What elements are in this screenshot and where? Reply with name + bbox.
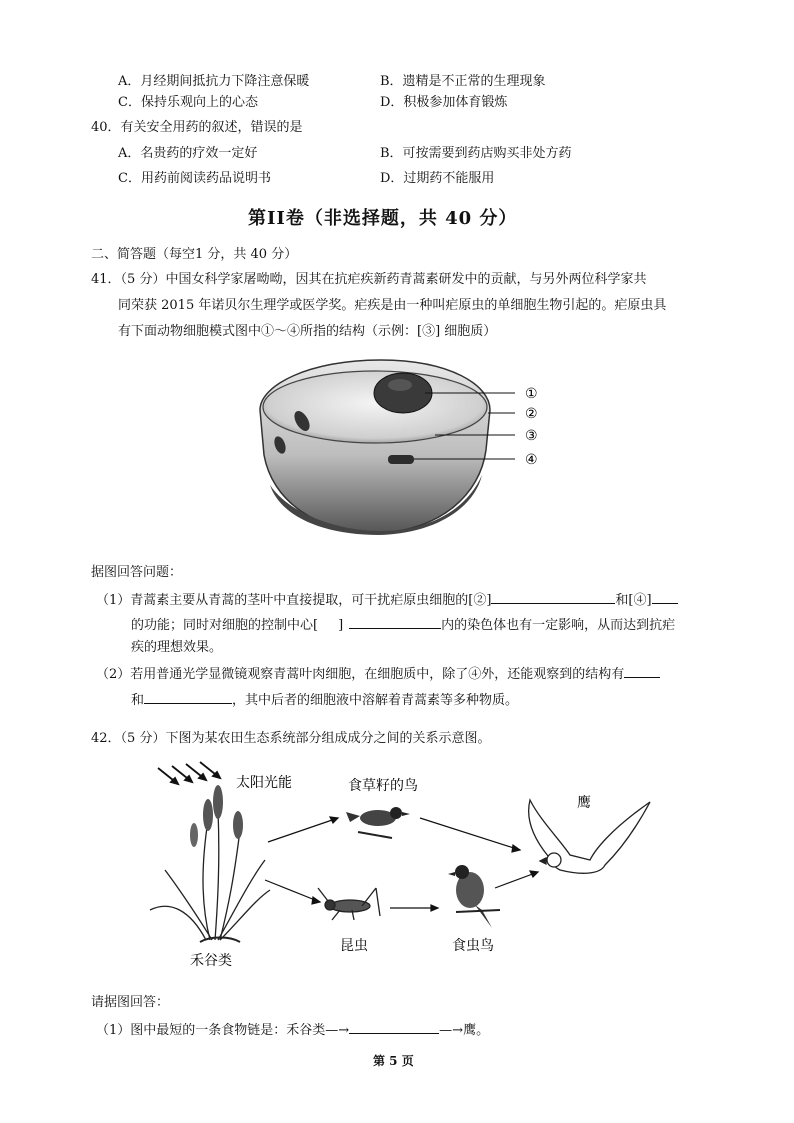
nucleus	[374, 373, 432, 413]
insect-bird-icon	[448, 865, 500, 928]
q40-option-b: B．可按需要到药店购买非处方药	[380, 146, 572, 161]
insect-bird-label: 食虫鸟	[452, 938, 494, 954]
cell-label-4: ④	[525, 452, 538, 468]
cell-top-surface	[263, 371, 487, 443]
q39-option-b: B．遗精是不正常的生理现象	[380, 74, 546, 89]
grain-head-4	[190, 823, 198, 847]
arrow-grain-to-insect	[265, 880, 320, 902]
arrow-head-1	[330, 817, 338, 823]
q41-sub1-row1	[96, 589, 678, 611]
q40-option-a: A．名贵药的疗效一定好	[118, 146, 258, 161]
q41-blank-2[interactable]	[652, 589, 678, 604]
q40-option-c: C．用药前阅读药品说明书	[118, 171, 271, 186]
organelle-four	[388, 455, 414, 464]
cell-label-3: ③	[525, 428, 538, 444]
q42-blank-1[interactable]	[349, 1019, 439, 1034]
food-web-diagram	[140, 760, 670, 975]
page-footer: 第 5 页	[373, 1054, 414, 1068]
grain-head-2	[213, 785, 223, 819]
arrow-head-5	[530, 871, 538, 877]
sun-label: 太阳光能	[236, 775, 292, 791]
q41-line3: 有下面动物细胞模式图中①～④所指的结构（示例：[③] 细胞质）	[118, 324, 497, 339]
q42-sub1-text-b: —→鹰。	[439, 1023, 490, 1038]
q42-sub1-text-a: （1）图中最短的一条食物链是：禾谷类—→	[96, 1023, 350, 1038]
sun-rays-icon	[158, 762, 220, 784]
q41-sub2-text-c: ，其中后者的细胞液中溶解着青蒿素等多种物质。	[232, 693, 519, 708]
q41-sub1-text-e: 内的染色体也有一定影响，从而达到抗疟	[441, 618, 676, 633]
q42-stem: 42．（5 分）下图为某农田生态系统部分组成成分之间的关系示意图。	[91, 731, 491, 746]
q41-blank-4[interactable]	[624, 663, 660, 678]
q41-sub2-row2	[131, 689, 518, 711]
q40-option-d: D．过期药不能服用	[380, 171, 495, 186]
grain-label: 禾谷类	[190, 953, 232, 969]
q41-sub2-text-a: （2）若用普通光学显微镜观察青蒿叶肉细胞，在细胞质中，除了④外，还能观察到的结构有	[96, 667, 625, 682]
q42-sub1-row	[96, 1019, 489, 1041]
section-title: 第II卷（非选择题，共 40 分）	[248, 208, 518, 229]
q41-sub1-row2	[131, 614, 675, 636]
q42-answer-intro: 请据图回答：	[91, 995, 170, 1010]
q41-blank-3[interactable]	[349, 614, 441, 629]
q40-stem: 40．有关安全用药的叙述，错误的是	[91, 120, 303, 135]
seed-bird-label: 食草籽的鸟	[348, 778, 418, 794]
cell-label-1: ①	[525, 386, 538, 402]
q41-sub1-text-d: ]	[338, 618, 344, 633]
section-heading: 二、简答题（每空1 分，共 40 分）	[91, 247, 298, 262]
arrows	[265, 817, 538, 911]
q39-option-d: D．积极参加体育锻炼	[380, 95, 508, 110]
insect-label: 昆虫	[340, 938, 368, 954]
q41-answer-intro: 据图回答问题：	[91, 565, 183, 580]
q39-option-c: C．保持乐观向上的心态	[118, 95, 258, 110]
q41-sub1-text-c: 的功能；同时对细胞的控制中心[	[131, 618, 319, 633]
q41-blank-5[interactable]	[144, 689, 232, 704]
arrow-grain-to-seedbird	[268, 818, 338, 842]
q41-line1: 41．（5 分）中国女科学家屠呦呦，因其在抗疟疾新药青蒿素研发中的贡献，与另外两位科学家共	[91, 272, 647, 287]
grain-plant-icon	[150, 810, 270, 942]
cell-diagram	[250, 355, 550, 555]
seed-bird-icon	[346, 807, 410, 838]
q39-option-a: A．月经期间抵抗力下降注意保暖	[118, 74, 310, 89]
q41-sub2-row1	[96, 663, 660, 685]
grain-head-1	[203, 799, 213, 831]
cell-label-2: ②	[525, 406, 538, 422]
q41-sub2-text-b: 和	[131, 693, 145, 708]
q41-sub1-text-b: 和[④]	[615, 593, 652, 608]
arrow-head-2	[512, 845, 520, 852]
nucleus-highlight	[388, 379, 412, 391]
q41-sub1-text-f: 疾的理想效果。	[131, 640, 223, 655]
arrow-head-4	[431, 905, 438, 911]
grain-head-3	[233, 811, 243, 839]
insect-icon	[318, 888, 380, 920]
q41-sub1-text-a: （1）青蒿素主要从青蒿的茎叶中直接提取，可干扰疟原虫细胞的[②]	[96, 593, 492, 608]
eagle-label: 鹰	[577, 795, 591, 811]
arrow-seedbird-to-eagle	[420, 818, 520, 850]
q41-blank-1[interactable]	[491, 589, 615, 604]
q41-line2: 同荣获 2015 年诺贝尔生理学或医学奖。疟疾是由一种叫疟原虫的单细胞生物引起的。疟原虫具	[118, 298, 667, 313]
arrow-head-3	[312, 897, 320, 904]
